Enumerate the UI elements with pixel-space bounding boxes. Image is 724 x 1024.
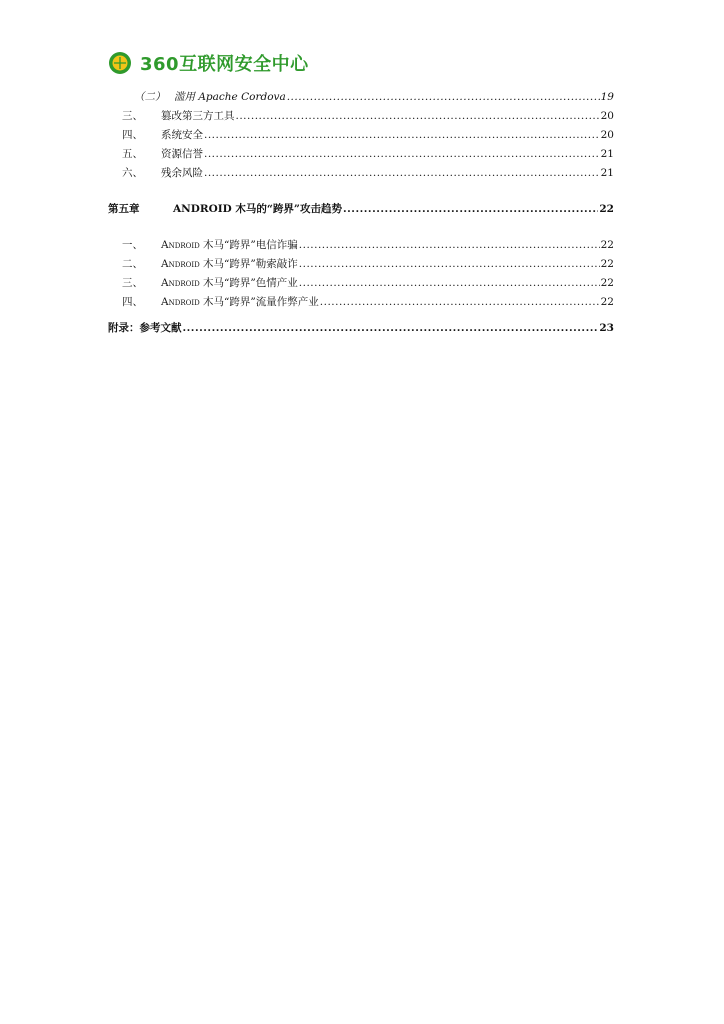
toc-entry[interactable]: [122, 128, 614, 142]
toc-entry-page: 22: [600, 277, 614, 289]
toc-entry-number: 一、: [122, 239, 143, 251]
toc-leader: [204, 166, 600, 180]
toc-chapter-entry[interactable]: [108, 202, 614, 216]
toc-entry-number: 三、: [122, 110, 143, 122]
toc-leader: [236, 109, 600, 123]
toc-entry-number: 五、: [122, 148, 143, 160]
toc-entry-title: 残余风险: [161, 167, 203, 179]
toc-entry[interactable]: [122, 147, 614, 161]
toc-leader: [299, 238, 600, 252]
logo-text: 360互联网安全中心: [140, 54, 309, 75]
toc-leader: [299, 276, 600, 290]
toc-entry-page: 20: [600, 129, 614, 141]
toc-entry-title: Android 木马“跨界”流量作弊产业: [161, 296, 319, 308]
toc-entry[interactable]: [122, 276, 614, 290]
toc-entry-title: Android 木马“跨界”色情产业: [161, 277, 298, 289]
toc-entry-title: Android 木马“跨界”电信诈骗: [161, 239, 298, 251]
toc-entry-page: 22: [600, 258, 614, 270]
toc-entry-page: 22: [600, 239, 614, 251]
toc-entry-title: 系统安全: [161, 129, 203, 141]
toc-appendix-title: 附录：参考文献: [108, 322, 182, 334]
toc-entry-number: 四、: [122, 296, 143, 308]
toc-appendix-entry[interactable]: [108, 321, 614, 335]
toc-entry-page: 21: [600, 148, 614, 160]
un-emblem-icon: [108, 51, 132, 75]
toc-chapter-title: ANDROID 木马的“跨界”攻击趋势: [173, 203, 342, 215]
toc-chapter-number: 第五章: [108, 203, 140, 215]
toc-entry-number: 三、: [122, 277, 143, 289]
toc-entry-page: 20: [600, 110, 614, 122]
toc-entry-title: 资源信誉: [161, 148, 203, 160]
toc-appendix-page: 23: [599, 322, 614, 334]
toc-leader: [343, 202, 598, 216]
toc-entry[interactable]: [122, 166, 614, 180]
toc-entry-number: 六、: [122, 167, 143, 179]
toc-leader: [320, 295, 600, 309]
toc-entry-page: 22: [600, 296, 614, 308]
toc-entry[interactable]: [134, 90, 614, 104]
toc-entry[interactable]: [122, 295, 614, 309]
toc-leader: [204, 147, 600, 161]
toc-entry-page: 21: [600, 167, 614, 179]
toc-entry-title: 篡改第三方工具: [161, 110, 235, 122]
toc-entry-number: 二、: [122, 258, 143, 270]
toc-leader: [183, 321, 599, 335]
toc-entry-title: Android 木马“跨界”勒索敲诈: [161, 258, 298, 270]
toc-entry[interactable]: [122, 238, 614, 252]
toc-leader: [287, 90, 600, 104]
toc-entry[interactable]: [122, 109, 614, 123]
toc-entry-number: 四、: [122, 129, 143, 141]
toc-leader: [299, 257, 600, 271]
toc-entry-number: （二）: [134, 91, 166, 103]
toc-chapter-page: 22: [599, 203, 614, 215]
toc-leader: [204, 128, 600, 142]
toc-entry-title: 滥用 Apache Cordova: [174, 91, 286, 103]
toc-entry-page: 19: [600, 91, 614, 103]
brand-logo: [108, 50, 309, 76]
toc-entry[interactable]: [122, 257, 614, 271]
